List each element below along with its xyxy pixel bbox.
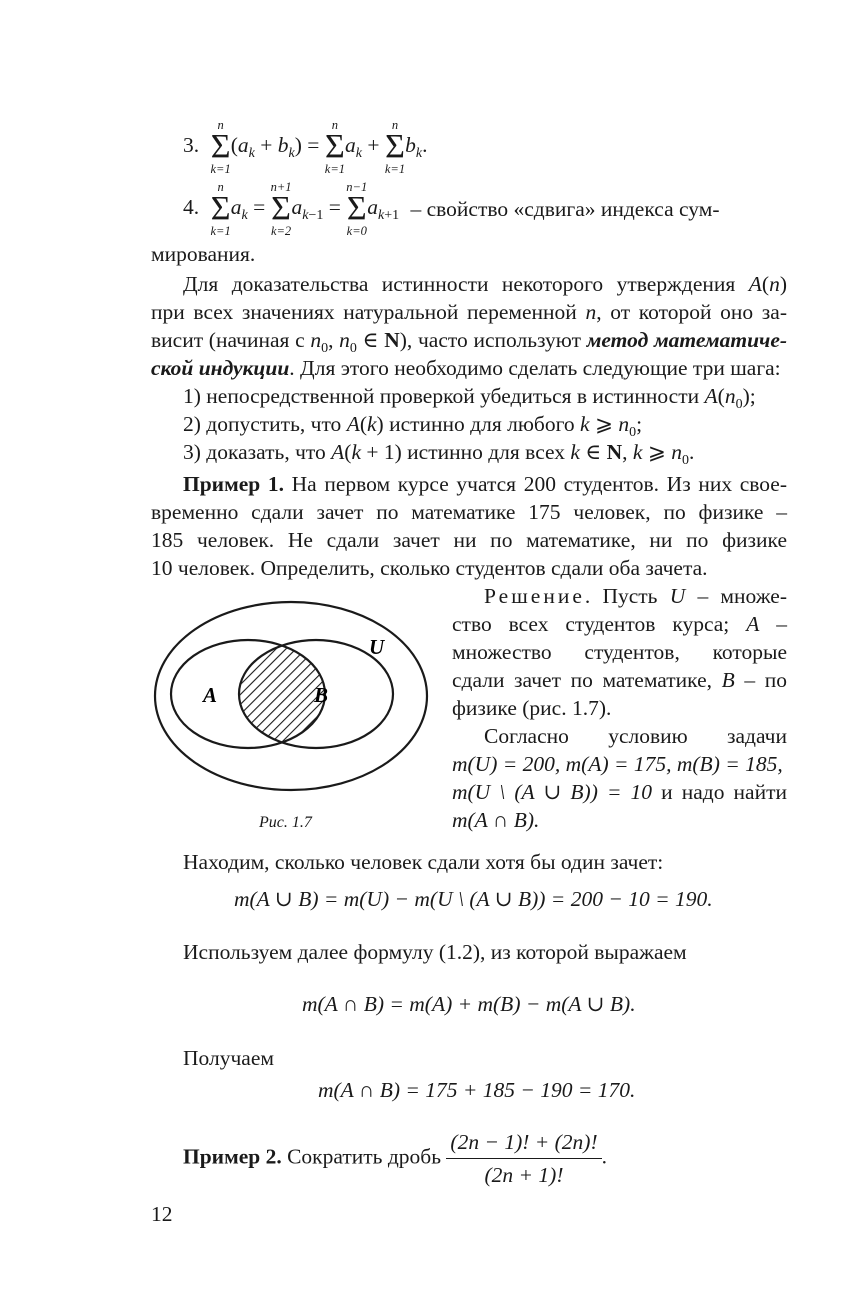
example2: Пример 2. Сократить дробь $\frac{(2n - 1)! + (2n)!}{(2n + 1)!}$ .: [183, 1130, 608, 1187]
sum-symbol: n Σ k=1: [210, 180, 231, 238]
solution-line-7: m(U) = 200, m(A) = 175, m(B) = 185,: [452, 752, 783, 776]
induction-line-2: при всех значениях натуральной переменной n, от которой оно за-: [151, 300, 787, 324]
set-a-label: A: [203, 683, 218, 707]
solution-line-4: сдали зачет по математике, B – по: [452, 668, 787, 692]
induction-line-3: висит (начиная с $n_0$, $n_0$ ∈ N), часто используют метод математиче-: [151, 328, 788, 356]
induction-line-1: Для доказательства истинности некоторого утверждения A(n): [183, 272, 787, 296]
set-b-label: B: [314, 683, 329, 707]
figure-caption: Рис. 1.7: [259, 814, 312, 831]
property-4: 4. n Σ k=1 $a_k$ = n+1 Σ k=2 $a_{k-1}$ = n−1 Σ k=0 $a_{k+1}$ – свойство «сдвига» индекса сум-: [183, 180, 720, 238]
solution-line-6: Согласно условию задачи: [484, 724, 787, 748]
solution-line-2: ство всех студентов курса; A –: [452, 612, 788, 636]
solution-line-5: физике (рис. 1.7).: [452, 696, 612, 720]
example1-line-1: Пример 1. На первом курсе учатся 200 студентов. Из них свое-: [183, 472, 788, 496]
solution-line-1: Решение. Пусть U – множе-: [484, 584, 788, 608]
solution-line-3: множество студентов, которые: [452, 640, 787, 664]
solution-line-8: m(U \ (A ∪ B)) = 10 и надо найти: [452, 780, 787, 804]
use-line: Используем далее формулу (1.2), из которой выражаем: [183, 940, 687, 964]
induction-line-4: ской индукции. Для этого необходимо сделать следующие три шага:: [151, 356, 781, 380]
sum-symbol: n−1 Σ k=0: [346, 180, 368, 238]
venn-diagram: [148, 598, 438, 798]
equation-2: m(A ∩ B) = m(A) + m(B) − m(A ∪ B).: [302, 992, 636, 1016]
step-1: 1) непосредственной проверкой убедиться в истинности $A(n_0)$;: [183, 384, 756, 412]
example1-line-2: временно сдали зачет по математике 175 человек, по физике –: [151, 500, 787, 524]
solution-line-9: m(A ∩ B).: [452, 808, 540, 832]
equation-1: m(A ∪ B) = m(U) − m(U \ (A ∪ B)) = 200 − 10 = 190.: [234, 887, 713, 911]
property-3: 3. n Σ k=1 $(a_k + b_k)$ = n Σ k=1 $a_k$ + n Σ k=1 $b_k$.: [183, 118, 428, 176]
sum-symbol: n Σ k=1: [384, 118, 406, 176]
universe-label: U: [369, 635, 385, 659]
sum-symbol: n Σ k=1: [210, 118, 231, 176]
get-line: Получаем: [183, 1046, 274, 1070]
equation-3: m(A ∩ B) = 175 + 185 − 190 = 170.: [318, 1078, 636, 1102]
property-4-cont: мирования.: [151, 242, 256, 266]
sum-symbol: n+1 Σ k=2: [270, 180, 292, 238]
step-2: 2) допустить, что A(k) истинно для любого k ⩾ $n_0$;: [183, 412, 643, 440]
page-number: 12: [151, 1202, 173, 1226]
step-3: 3) доказать, что A(k + 1) истинно для всех k ∈ N, k ⩾ $n_0$.: [183, 440, 695, 468]
find-line: Находим, сколько человек сдали хотя бы один зачет:: [183, 850, 664, 874]
example1-line-4: 10 человек. Определить, сколько студентов сдали оба зачета.: [151, 556, 708, 580]
fraction: $\frac{(2n - 1)! + (2n)!}{(2n + 1)!}$: [446, 1128, 601, 1189]
sum-symbol: n Σ k=1: [324, 118, 346, 176]
example1-line-3: 185 человек. Не сдали зачет ни по математике, ни по физике: [151, 528, 787, 552]
